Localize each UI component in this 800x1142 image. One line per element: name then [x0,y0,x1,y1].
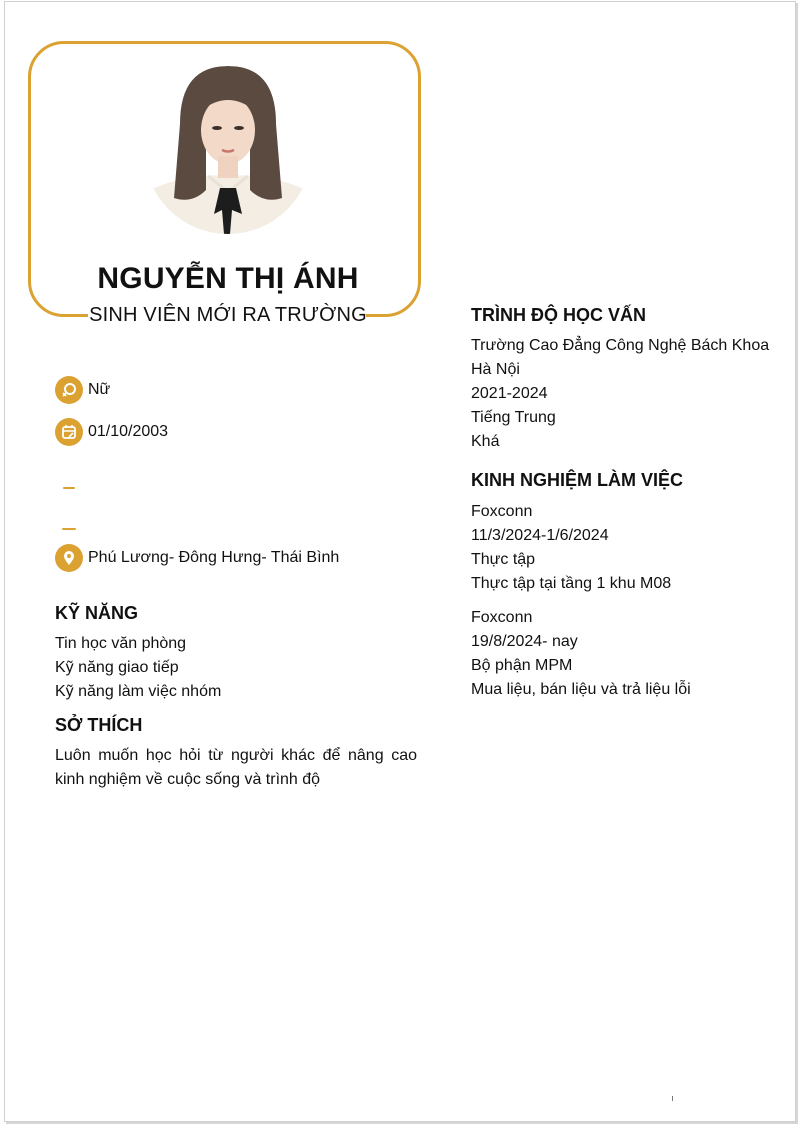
clipped-icon-top [63,487,75,489]
job-entry [471,606,691,702]
job-period: 11/3/2024-1/6/2024 [471,527,609,544]
education-details [471,334,769,454]
skill-item: Tin học văn phòng [55,635,187,652]
study-period: 2021-2024 [471,385,548,402]
candidate-name: NGUYỄN THỊ ÁNH [97,262,359,295]
address-row [55,544,339,572]
gender-icon [55,376,83,404]
school-name: Trường Cao Đẳng Công Nghệ Bách Khoa [471,337,770,354]
profile-photo [146,64,310,234]
gender-value: Nữ [88,381,111,398]
education-heading: TRÌNH ĐỘ HỌC VẤN [471,305,646,325]
skills-list [55,632,221,704]
hobbies-text: Luôn muốn học hỏi từ người khác để nâng cao kinh nghiệm về cuộc sống và trình độ [55,747,417,788]
job-company: Foxconn [471,609,533,626]
experience-heading: KINH NGHIỆM LÀM VIỆC [471,470,684,490]
school-location: Hà Nội [471,361,520,378]
job-position: Thực tập [471,551,536,568]
text-cursor-mark [672,1096,673,1101]
birthday-row [55,418,168,446]
major: Tiếng Trung [471,409,556,426]
hobbies-heading: SỞ THÍCH [55,715,143,735]
skills-heading: KỸ NĂNG [55,603,139,623]
skill-item: Kỹ năng làm việc nhóm [55,683,222,700]
gender-row [55,376,110,404]
job-description: Mua liệu, bán liệu và trả liệu lỗi [471,681,691,698]
skill-item: Kỹ năng giao tiếp [55,659,179,676]
calendar-icon [55,418,83,446]
candidate-title: SINH VIÊN MỚI RA TRƯỜNG [89,304,367,326]
job-entry [471,500,671,596]
job-company: Foxconn [471,503,533,520]
location-pin-icon [55,544,83,572]
grade: Khá [471,433,500,450]
address-value: Phú Lương- Đông Hưng- Thái Bình [88,549,340,566]
birthday-value: 01/10/2003 [88,423,169,440]
job-position: Bộ phận MPM [471,657,573,674]
clipped-icon-bottom [62,528,76,530]
job-description: Thực tập tại tầng 1 khu M08 [471,575,672,592]
job-period: 19/8/2024- nay [471,633,578,650]
